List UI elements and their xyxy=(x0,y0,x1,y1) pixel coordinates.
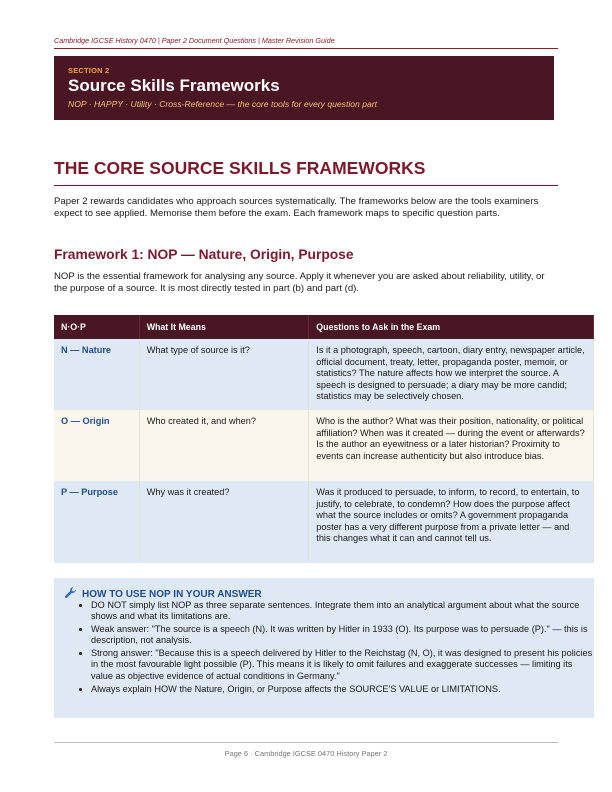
row-questions: Who is the author? What was their position, nationality, or political affiliation? When was it created — during the event or afterwards? Is the author an eyewitness or a later historian? Proximity to events can increase authenticity but also introduce bias. xyxy=(309,410,594,481)
row-meaning: Why was it created? xyxy=(139,481,309,563)
list-item: • Weak answer: "The source is a speech (N). It was written by Hitler in 1933 (O). Its purpose was to persuade (P)." — this is description, not analysis. xyxy=(91,624,595,647)
row-questions: Was it produced to persuade, to inform, to record, to entertain, to justify, to celebrate, to condemn? How does the purpose affect what the source includes or omits? A government propaganda poster has a very different purpose from a private letter — and this changes what it can and cannot tell us. xyxy=(309,481,594,563)
section-title: Source Skills Frameworks xyxy=(68,76,280,95)
row-meaning: Who created it, and when? xyxy=(139,410,309,481)
table-row xyxy=(54,410,594,481)
intro-paragraph: Paper 2 rewards candidates who approach sources systematically. The frameworks below are the tools examiners expect to see applied. Memorise them before the exam. Each framework maps to specific question parts. xyxy=(54,196,539,219)
list-item: • Always explain HOW the Nature, Origin, or Purpose affects the SOURCE'S VALUE or LIMITATIONS. xyxy=(91,684,595,695)
table-header-meaning: What It Means xyxy=(139,315,309,339)
table-row xyxy=(54,481,594,563)
row-label: O — Origin xyxy=(54,410,139,481)
tip-list xyxy=(73,600,595,696)
list-item: • Strong answer: "Because this is a speech delivered by Hitler to the Reichstag (N, O), it was designed to present his policies in the most favourable light possible (P). This means it is likely to omit failures and exaggerate successes — limiting its value as objective evidence of actual conditions in Germany." xyxy=(91,648,595,682)
row-meaning: What type of source is it? xyxy=(139,339,309,410)
framework-heading: Framework 1: NOP — Nature, Origin, Purpose xyxy=(54,247,354,262)
table-header-nop: N·O·P xyxy=(54,315,139,339)
section-banner xyxy=(54,56,554,120)
tip-title-text: HOW TO USE NOP IN YOUR ANSWER xyxy=(82,588,262,600)
running-header: Cambridge IGCSE History 0470 | Paper 2 Document Questions | Master Revision Guide xyxy=(54,36,558,49)
section-subtitle: NOP · HAPPY · Utility · Cross-Reference — the core tools for every question part xyxy=(68,99,378,109)
tip-box xyxy=(54,578,594,718)
page-footer: Page 6 · Cambridge IGCSE 0470 History Paper 2 xyxy=(54,742,558,758)
nop-table xyxy=(54,315,594,563)
row-label: P — Purpose xyxy=(54,481,139,563)
framework-intro: NOP is the essential framework for analysing any source. Apply it whenever you are asked about reliability, utility, or the purpose of a source. It is most directly tested in part (b) and part (d). xyxy=(54,271,545,294)
section-label: SECTION 2 xyxy=(68,66,110,75)
main-heading: THE CORE SOURCE SKILLS FRAMEWORKS xyxy=(54,158,558,186)
row-questions: Is it a photograph, speech, cartoon, diary entry, newspaper article, official document, treaty, letter, propaganda poster, memoir, or statistics? The nature affects how we interpret the source. A speech is designed to persuade; a diary may be more candid; statistics may be selectively chosen. xyxy=(309,339,594,410)
table-row xyxy=(54,339,594,410)
table-header-questions: Questions to Ask in the Exam xyxy=(309,315,594,339)
row-label: N — Nature xyxy=(54,339,139,410)
table-header-row xyxy=(54,315,594,339)
list-item: • DO NOT simply list NOP as three separate sentences. Integrate them into an analytical argument about what the source shows and what its limitations are. xyxy=(91,600,595,623)
